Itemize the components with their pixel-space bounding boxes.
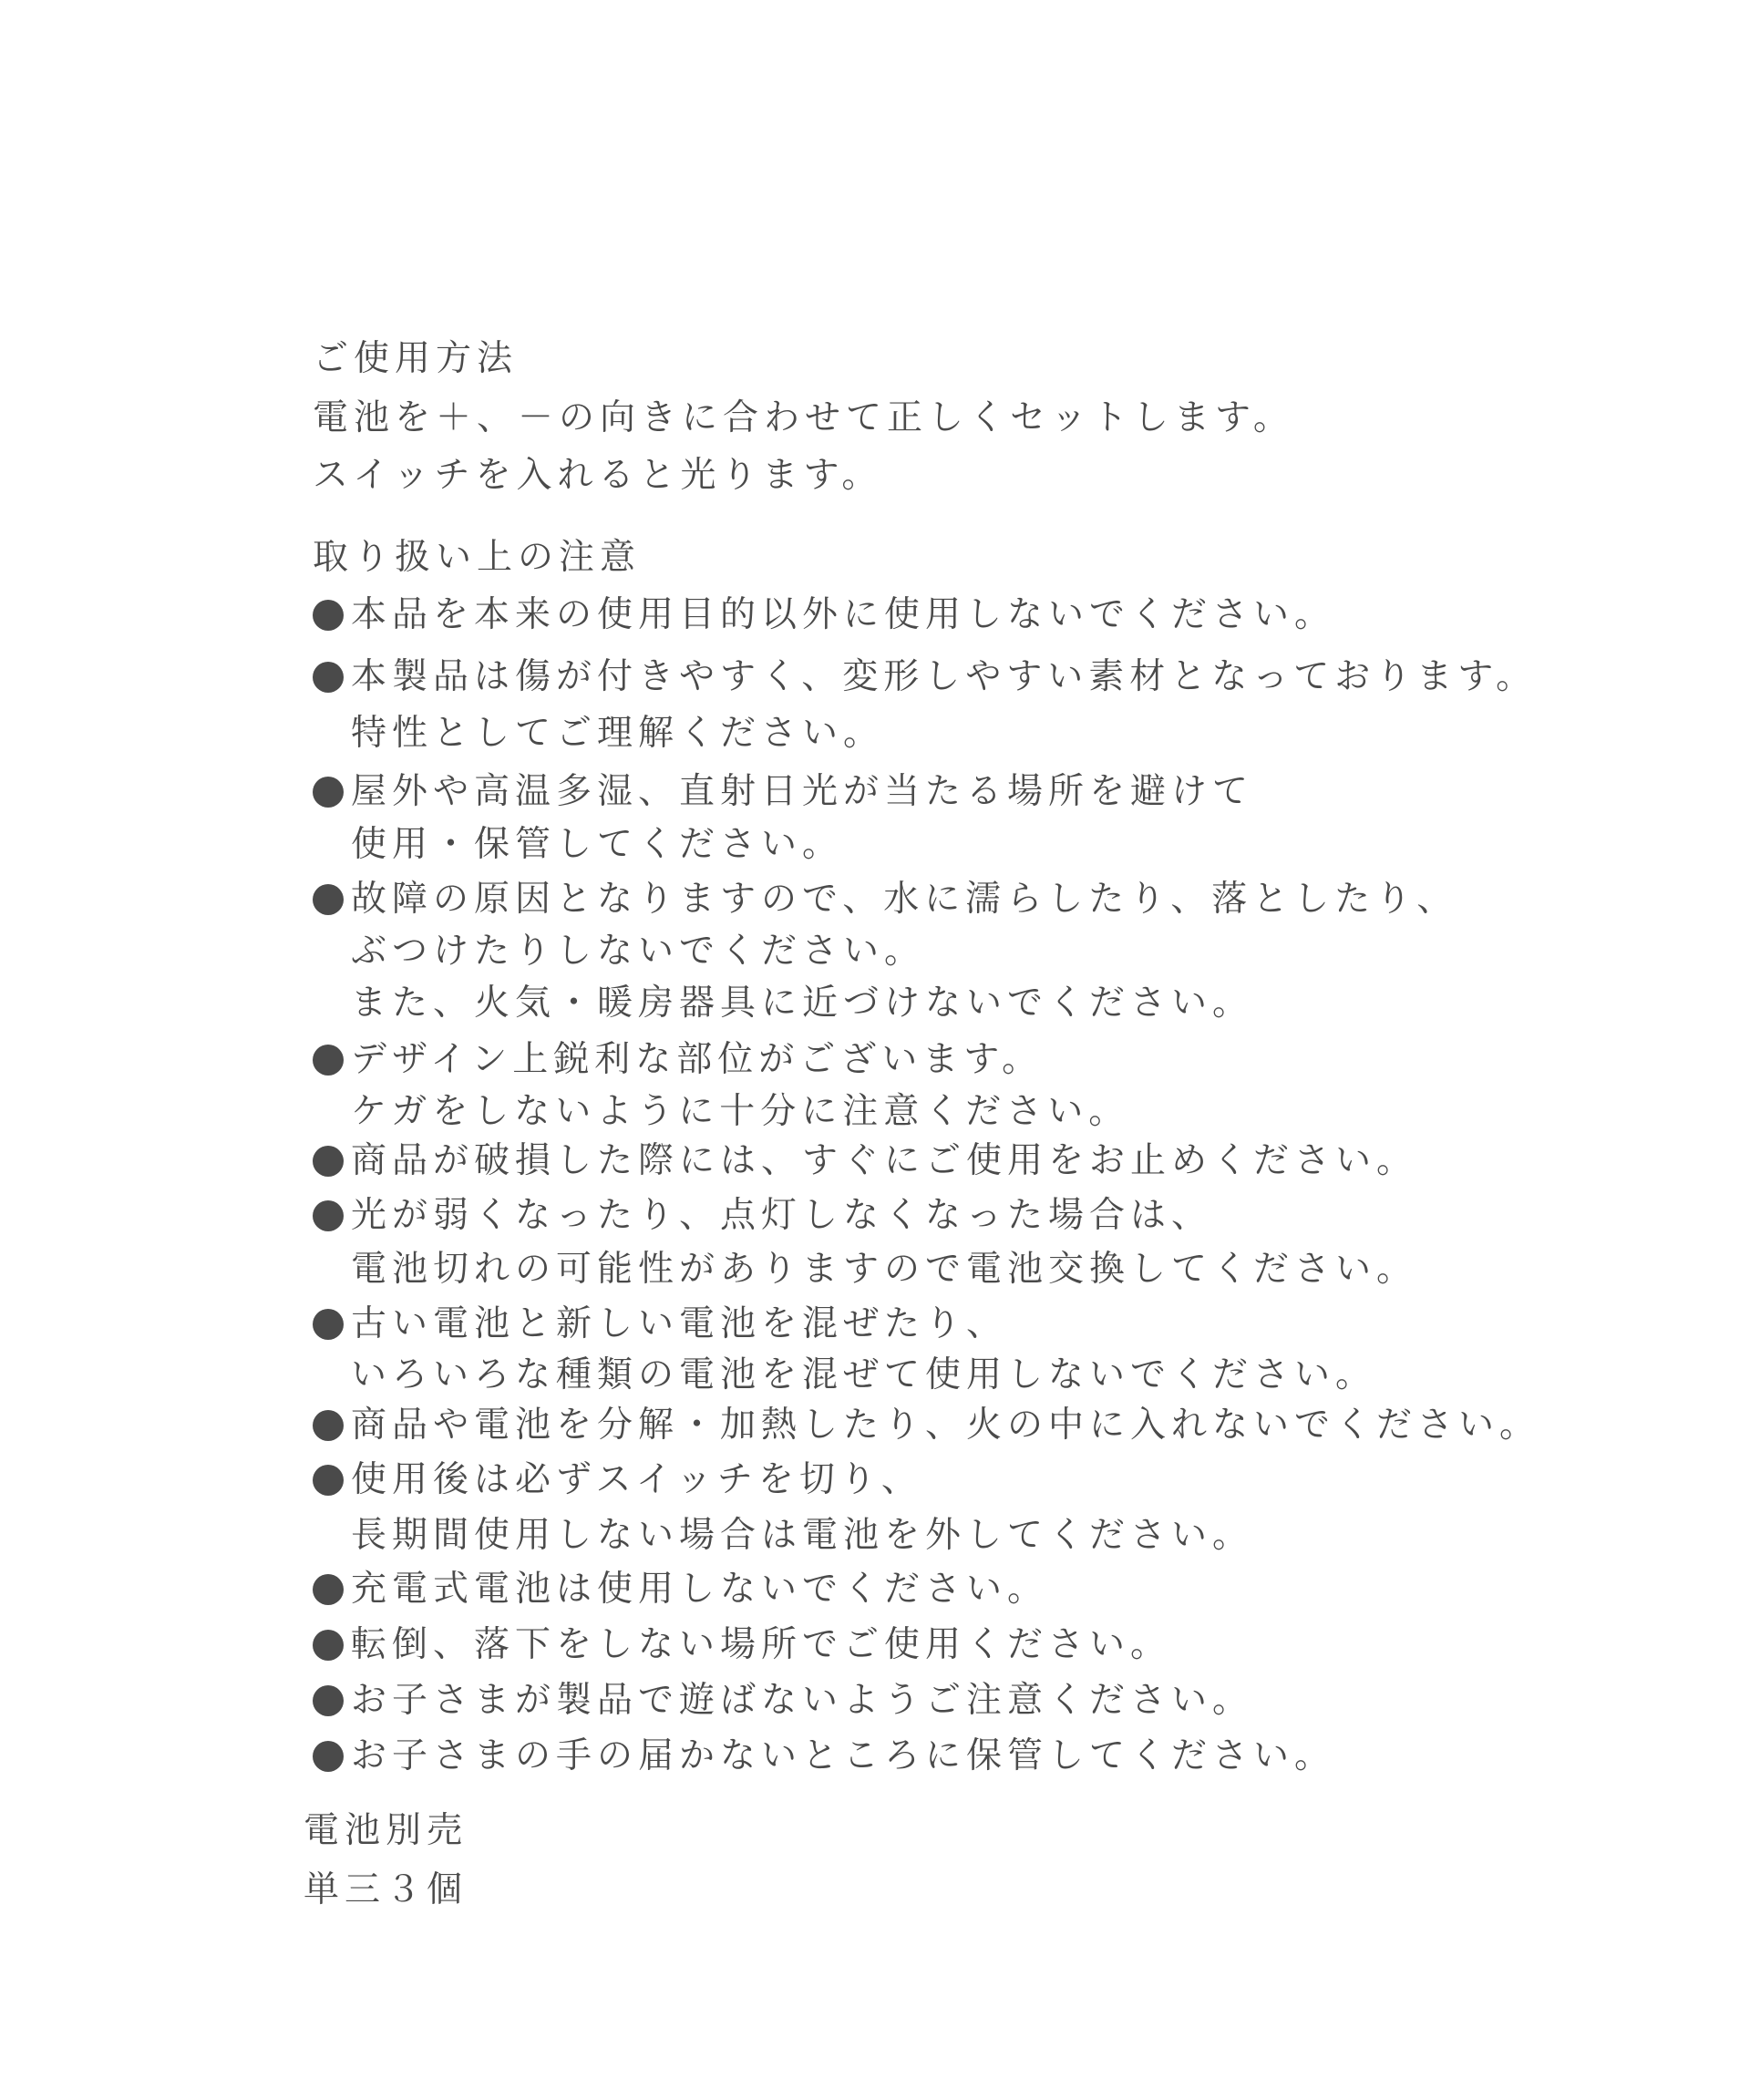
caution-item-line: 特性としてご理解ください。 — [351, 713, 885, 754]
caution-item-line: 屋外や高温多湿、直射日光が当たる場所を避けて — [351, 771, 1254, 812]
caution-item-line: また、火気・暖房器具に近づけないでください。 — [351, 983, 1254, 1024]
caution-item-line: 商品や電池を分解・加熱したり、火の中に入れないでください。 — [351, 1405, 1541, 1446]
usage-line: 電池を＋、－の向きに合わせて正しくセットします。 — [313, 397, 1294, 438]
caution-item-line: ケガをしないように十分に注意ください。 — [351, 1091, 1130, 1132]
caution-item-line: 本製品は傷が付きやすく、変形しやすい素材となっております。 — [351, 656, 1538, 697]
usage-line: スイッチを入れると光ります。 — [313, 455, 883, 496]
caution-item-line: 古い電池と新しい電池を混ぜたり、 — [351, 1303, 1008, 1344]
battery-note: 電池別売 — [304, 1810, 468, 1851]
bullet-marker — [313, 662, 344, 693]
battery-spec: 単三３個 — [304, 1869, 468, 1910]
caution-item-line: 転倒、落下をしない場所でご使用ください。 — [351, 1624, 1172, 1665]
caution-item-line: 電池切れの可能性がありますので電池交換してください。 — [351, 1249, 1418, 1290]
bullet-marker — [313, 1309, 344, 1340]
caution-item-line: お子さまが製品で遊ばないようご注意ください。 — [351, 1680, 1254, 1721]
caution-item-line: 充電式電池は使用しないでください。 — [351, 1569, 1049, 1610]
cautions-heading: 取り扱い上の注意 — [313, 537, 642, 578]
caution-item-line: 使用後は必ずスイッチを切り、 — [351, 1459, 922, 1500]
bullet-marker — [313, 600, 344, 631]
caution-item-line: お子さまの手の届かないところに保管してください。 — [351, 1735, 1336, 1776]
caution-item-line: 故障の原因となりますので、水に濡らしたり、落としたり、 — [351, 879, 1458, 920]
bullet-marker — [313, 1045, 344, 1076]
caution-item-line: 光が弱くなったり、点灯しなくなった場合は、 — [351, 1195, 1213, 1236]
caution-item-line: デザイン上鋭利な部位がございます。 — [351, 1039, 1044, 1080]
bullet-marker — [313, 1574, 344, 1605]
bullet-marker — [313, 777, 344, 808]
bullet-marker — [313, 1465, 344, 1496]
bullet-marker — [313, 1200, 344, 1231]
caution-item-line: いろいろな種類の電池を混ぜて使用しないでください。 — [351, 1354, 1377, 1395]
bullet-marker — [313, 1146, 344, 1177]
caution-item-line: ぶつけたりしないでください。 — [351, 931, 926, 972]
bullet-marker — [313, 1630, 344, 1661]
caution-item-line: 商品が破損した際には、すぐにご使用をお止めください。 — [351, 1140, 1418, 1181]
usage-heading: ご使用方法 — [313, 338, 519, 379]
caution-item-line: 長期間使用しない場合は電池を外してください。 — [351, 1515, 1254, 1556]
caution-item-line: 本品を本来の使用目的以外に使用しないでください。 — [351, 594, 1336, 635]
bullet-marker — [313, 1685, 344, 1716]
caution-item-line: 使用・保管してください。 — [351, 824, 844, 865]
bullet-marker — [313, 1741, 344, 1772]
bullet-marker — [313, 1410, 344, 1441]
bullet-marker — [313, 884, 344, 915]
